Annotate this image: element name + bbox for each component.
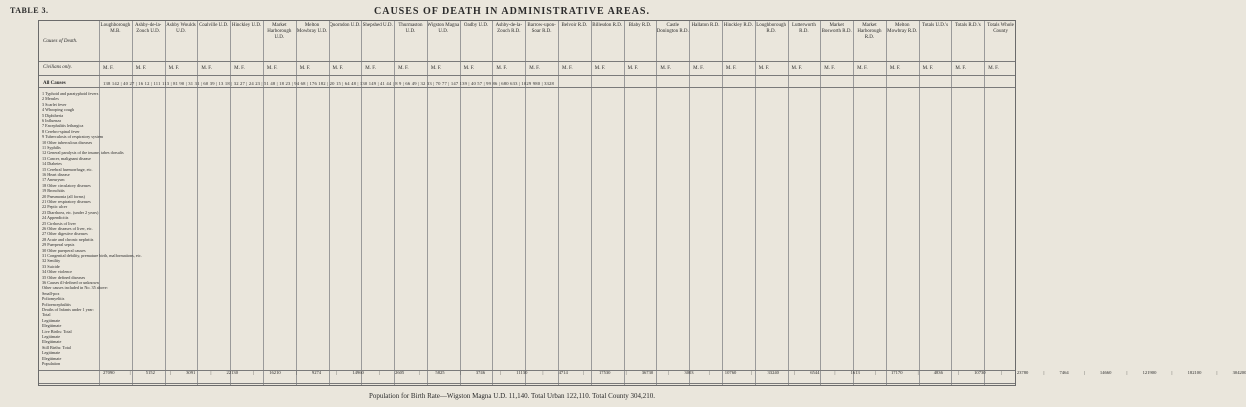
civilians-label: Civilians only. — [43, 65, 72, 70]
sex-subheader: M. F. — [889, 66, 901, 71]
district-header: Totals Whole County — [987, 23, 1014, 34]
corner-label: Causes of Death. — [43, 39, 78, 44]
district-header: Melton Mowbray U.D. — [296, 23, 328, 34]
sex-subheader: M. F. — [955, 66, 966, 71]
cause-label: Total — [42, 312, 51, 318]
all-causes-label: All Causes — [43, 81, 66, 86]
cause-label: 35 Other defined diseases — [42, 274, 86, 280]
district-header: Market Bosworth R.D. — [821, 23, 852, 34]
sex-subheader: M. F. — [725, 66, 737, 71]
cause-label: 31 Congenital debility, premature birth, malformations, etc. — [42, 253, 142, 258]
sex-subheader: M. F. — [922, 66, 934, 71]
cause-label: 11 Syphilis — [42, 145, 61, 150]
row-divider — [39, 75, 1015, 76]
cause-label: Legitimate — [42, 317, 61, 323]
sex-subheader: M. F. — [234, 66, 245, 71]
cause-label: 23 Diarrhoea, etc. (under 2 years) — [42, 209, 99, 215]
cause-label: 3 Scarlet fever — [42, 101, 67, 107]
cause-label: 28 Acute and chronic nephritis — [42, 236, 94, 242]
district-header: Hinckley R.D. — [723, 23, 753, 28]
district-header: Ashby-de-la-Zouch R.D. — [495, 23, 522, 34]
cause-label: 13 Cancer, malignant disease — [42, 155, 91, 161]
district-header: Loughborough M.B. — [100, 23, 131, 34]
sex-subheader: M. F. — [201, 66, 212, 71]
district-header: Castle Donington R.D. — [656, 23, 689, 34]
cause-label: 26 Other diseases of liver, etc. — [42, 226, 93, 231]
cause-label: Small-pox — [42, 290, 60, 296]
sex-subheader: M. F. — [398, 66, 409, 71]
cause-label: 27 Other digestive diseases — [42, 231, 88, 237]
cause-label: 32 Senility — [42, 258, 61, 264]
row-divider — [39, 61, 1015, 62]
sex-subheader: M. F. — [529, 66, 540, 71]
sex-subheader: M. F. — [103, 66, 114, 71]
cause-label: 16 Heart disease — [42, 172, 70, 177]
sex-subheader: M. F. — [299, 66, 311, 71]
district-header: Totals U.D.'s — [922, 23, 949, 28]
sex-subheader: M. F. — [463, 66, 475, 71]
cause-label: 20 Pneumonia (all forms) — [42, 193, 85, 199]
sex-subheader: M. F. — [988, 66, 999, 71]
district-header: Blaby R.D. — [628, 23, 652, 28]
sex-subheader: M. F. — [627, 66, 639, 71]
sex-subheader: M. F. — [168, 66, 180, 71]
cause-label: Deaths of Infants under 1 year: — [42, 307, 94, 312]
district-header: Wigston Magna U.D. — [427, 23, 460, 34]
sex-subheader: M. F. — [594, 66, 606, 71]
all-causes-values: 138 142 | 40 27 | 16 12 | 111 113 | 81 90 | 31 31 | 60 39 | 13 18 | 32 27 | 24 23 | 51 48 | 18 23 | 94 68 | 176 182 | 20 15 | 64 48 | 130 149 | 41 44 | 8 9 | 66 49 | 32 33 | 70 77 | 147 139 | 40 57 | 99 86 | 680 633 | 1029 980 | 3328 — [103, 81, 555, 86]
district-header: Market Harborough R.D. — [857, 23, 882, 40]
sex-subheader: M. F. — [135, 66, 147, 71]
sex-subheader: M. F. — [266, 66, 278, 71]
sex-subheader: M. F. — [332, 66, 344, 71]
cause-label: Polioencephalitis — [42, 301, 71, 307]
cause-label: 7 Encephalitis lethargica — [42, 123, 84, 129]
cause-label: 8 Cerebro-spinal fever — [42, 128, 80, 134]
district-header: Belvoir R.D. — [561, 23, 588, 28]
sex-subheader: M. F. — [365, 66, 376, 71]
district-header: Ashby Woulds U.D. — [166, 23, 196, 34]
district-header: Billesdon R.D. — [592, 23, 623, 28]
cause-label: 5 Diphtheria — [42, 112, 64, 118]
cause-label: 36 Causes ill-defined or unknown — [42, 280, 99, 285]
cause-label: 12 General paralysis of the insane, tabes dorsalis — [42, 150, 124, 156]
district-header: Hinckley U.D. — [231, 23, 262, 28]
sex-subheader: M. F. — [693, 66, 704, 71]
cause-label: 18 Other circulatory diseases — [42, 182, 91, 188]
cause-label: Population — [42, 361, 61, 366]
sex-subheader: M. F. — [660, 66, 671, 71]
cause-label: 1 Typhoid and paratyphoid fevers — [42, 91, 99, 96]
district-header: Shepshed U.D. — [362, 23, 393, 28]
cause-label: 19 Bronchitis — [42, 188, 65, 194]
cause-label: 2 Measles — [42, 96, 59, 102]
cause-label: Illegitimate — [42, 323, 62, 329]
sex-subheader: M. F. — [824, 66, 835, 71]
cause-label: Legitimate — [42, 334, 61, 339]
cause-label: 33 Suicide — [42, 263, 60, 269]
cause-label: 21 Other respiratory diseases — [42, 199, 91, 204]
cause-label: Illegitimate — [42, 355, 62, 361]
population-values: 27090 | 5152 | 3091 | 22130 | 16210 | 9274 | 14960 | 2605 | 5825 | 3746 | 11130 | 4714 | 17530 | 36730 | 3003 | 10760 | 33240 | 6544 | 1613 | 17170 | 4836 | 10730 | 23780 | 7464 | 14660 | 121900 | 182100 | 304200 — [103, 370, 1246, 375]
district-header: Barrow-upon-Soar R.D. — [527, 23, 556, 34]
district-header: Quorndon U.D. — [329, 23, 361, 28]
cause-label: 34 Other violence — [42, 269, 72, 275]
cause-label: 9 Tuberculosis of respiratory system — [42, 134, 103, 140]
cause-label: Still Births: Total — [42, 344, 71, 350]
row-divider — [39, 383, 1015, 384]
footer-note: Population for Birth Rate—Wigston Magna U.D. 11,140. Total Urban 122,110. Total County 304,210. — [368, 392, 656, 400]
sex-subheader: M. F. — [562, 66, 573, 71]
sex-subheader: M. F. — [857, 66, 868, 71]
cause-label: 25 Cirrhosis of liver — [42, 220, 76, 226]
district-header: Totals R.D.'s — [954, 23, 981, 28]
cause-label: Poliomyelitis — [42, 296, 65, 302]
cause-label: 14 Diabetes — [42, 161, 62, 167]
sex-subheader: M. F. — [430, 66, 442, 71]
cause-label: Illegitimate — [42, 339, 62, 345]
cause-label: 10 Other tuberculous diseases — [42, 139, 93, 145]
statistics-table — [38, 20, 1246, 386]
cause-label: 4 Whooping cough — [42, 107, 75, 113]
sex-subheader: M. F. — [758, 66, 770, 71]
district-header: Lutterworth R.D. — [791, 23, 816, 34]
cause-label: 6 Influenza — [42, 118, 61, 123]
cause-label: 15 Cerebral haemorrhage, etc. — [42, 166, 93, 172]
cause-label: 17 Aneurysm — [42, 177, 65, 183]
district-header: Loughborough R.D. — [756, 23, 786, 34]
district-header: Melton Mowbray R.D. — [887, 23, 918, 34]
sex-subheader: M. F. — [791, 66, 803, 71]
row-divider — [39, 87, 1015, 88]
district-header: Hallaton R.D. — [691, 23, 720, 28]
sex-subheader: M. F. — [496, 66, 507, 71]
cause-label: 24 Appendicitis — [42, 215, 69, 221]
district-header: Thurmaston U.D. — [398, 23, 423, 34]
cause-label: Other causes included in No. 35 above: — [42, 285, 108, 291]
district-header: Market Harborough U.D. — [267, 23, 292, 40]
table-number: TABLE 3. — [10, 6, 49, 15]
cause-label: Legitimate — [42, 350, 61, 356]
district-header: Coalville U.D. — [199, 23, 229, 28]
page-title: CAUSES OF DEATH IN ADMINISTRATIVE AREAS. — [374, 6, 650, 17]
cause-label: 29 Puerperal sepsis — [42, 242, 75, 248]
cause-label: 22 Peptic ulcer — [42, 204, 68, 210]
district-header: Oadby U.D. — [463, 23, 489, 28]
cause-label: Live Births: Total — [42, 328, 72, 334]
district-header: Ashby-de-la-Zouch U.D. — [134, 23, 162, 34]
cause-label: 30 Other puerperal causes — [42, 247, 86, 253]
